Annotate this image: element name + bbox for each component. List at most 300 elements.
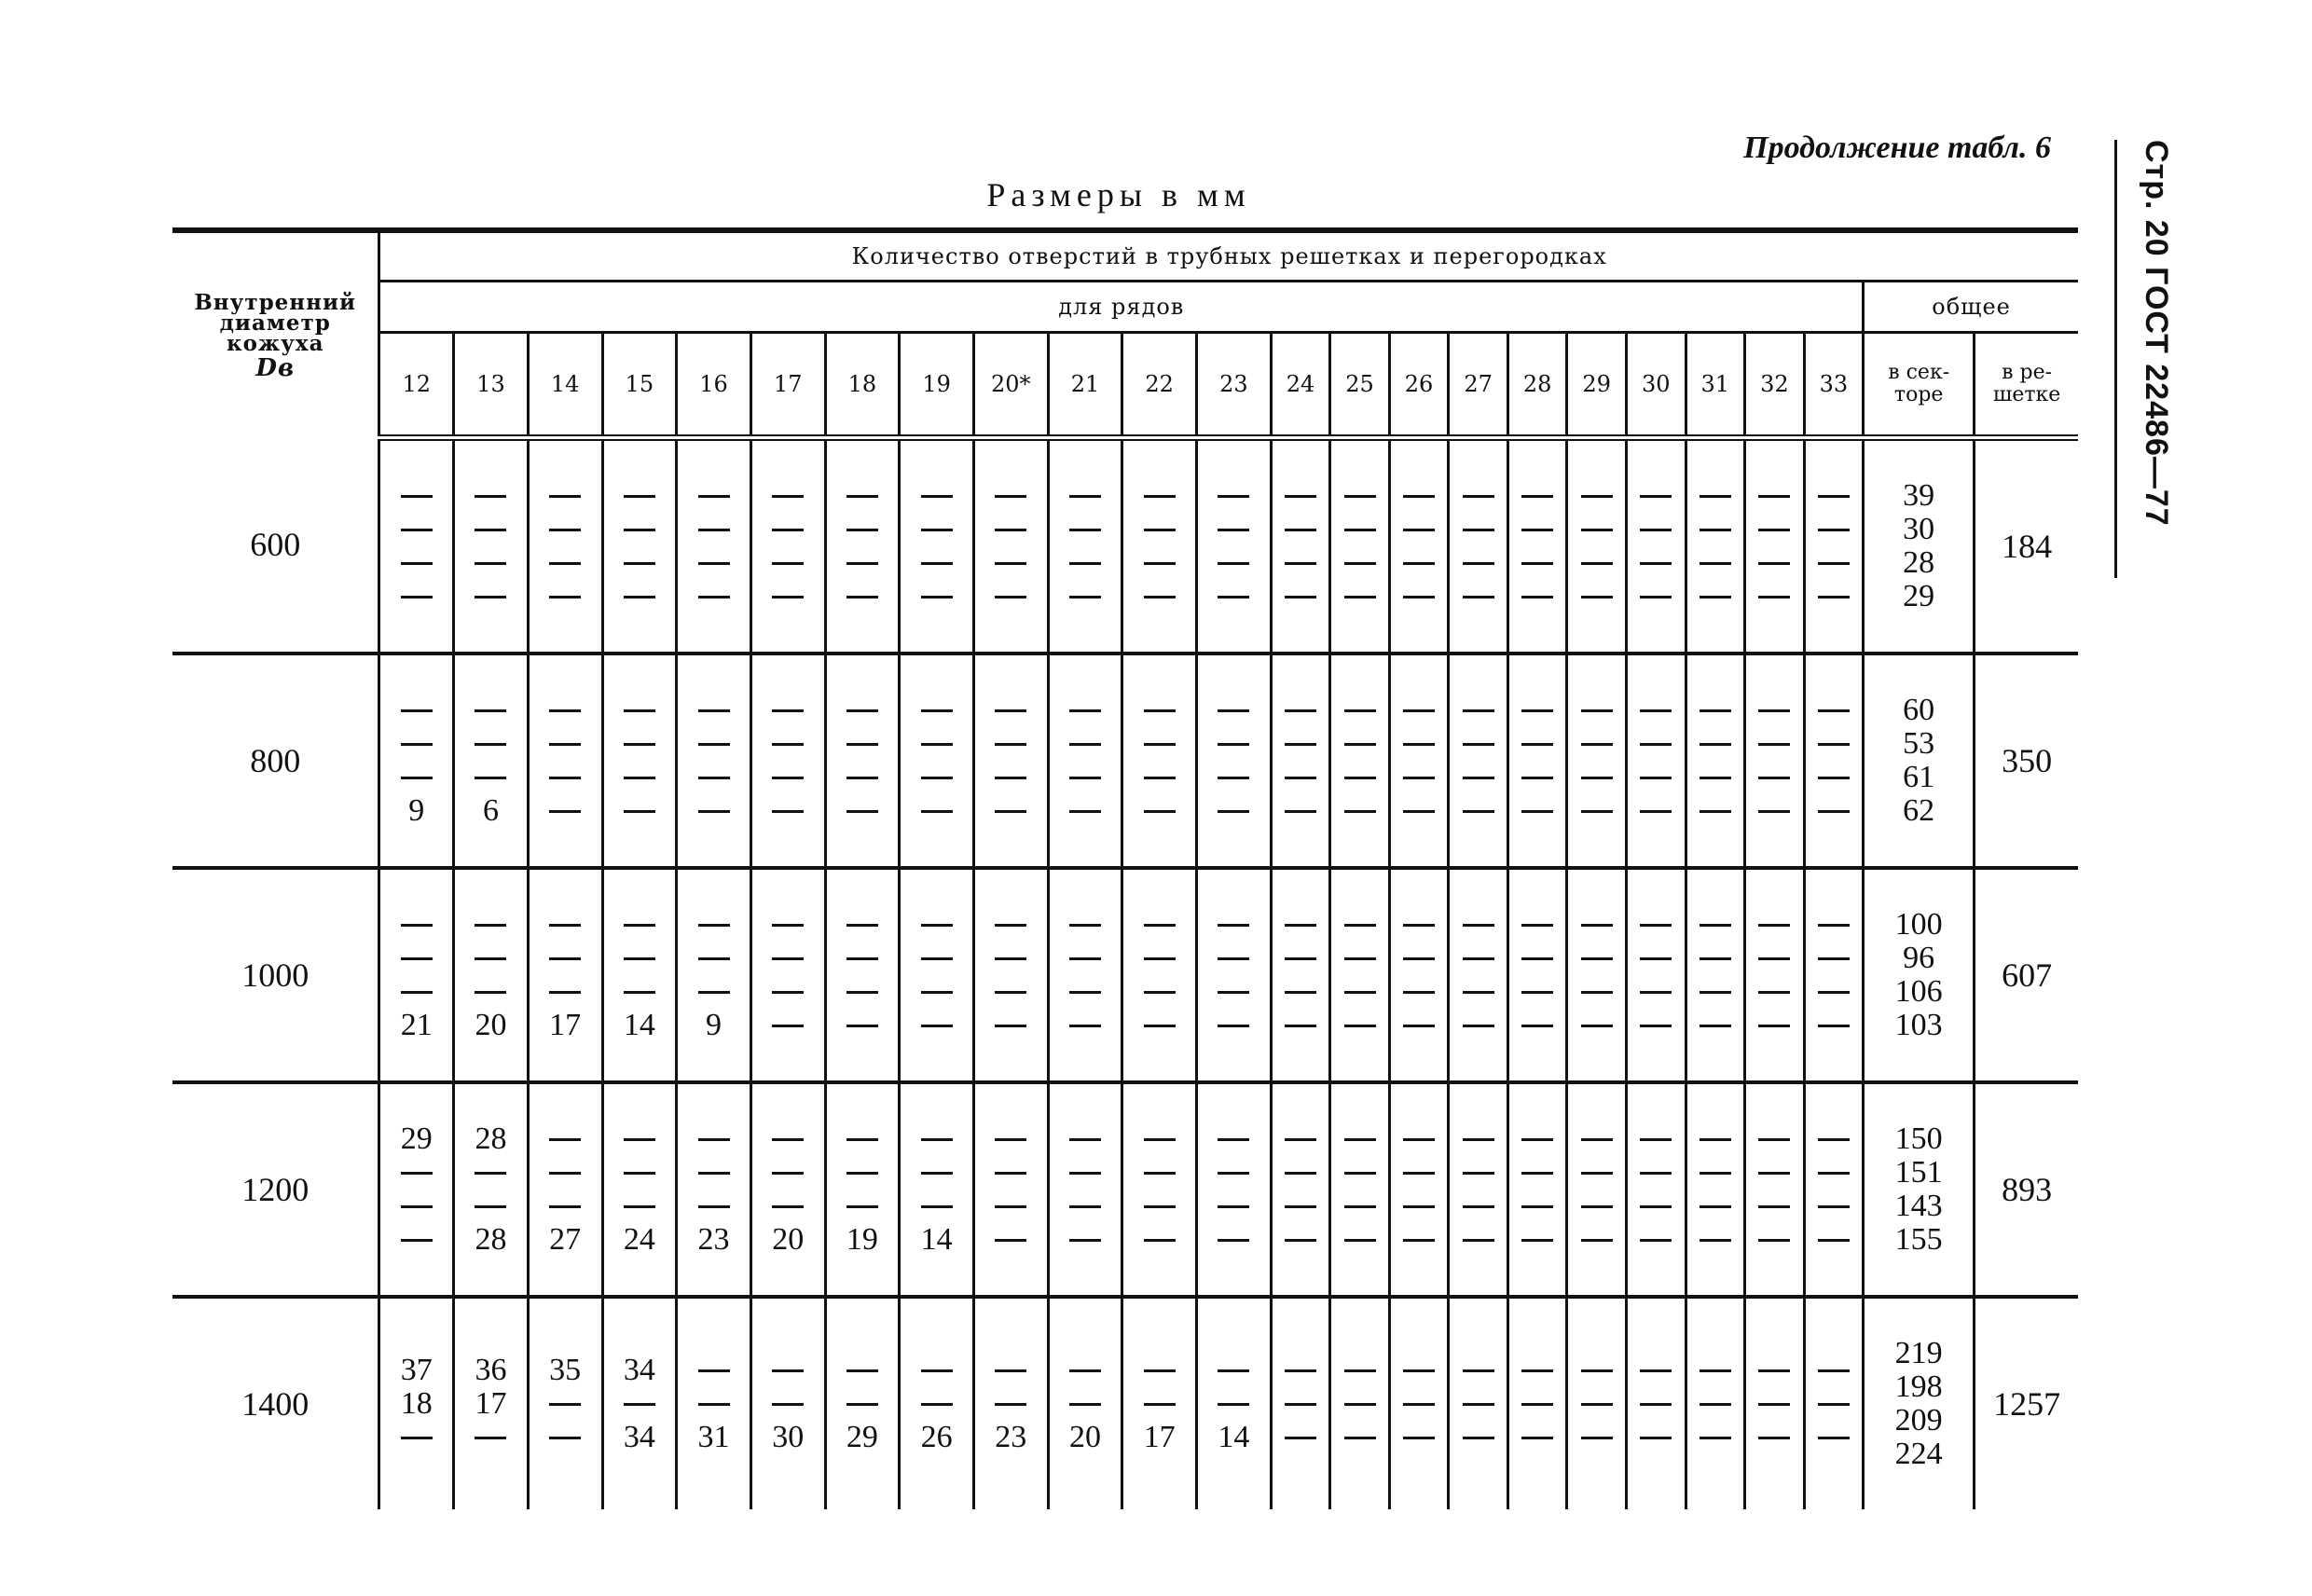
dash-mark — [752, 1190, 824, 1223]
hole-count-cell — [602, 1082, 677, 1297]
dash-icon — [1218, 957, 1249, 960]
dash-icon — [1403, 1138, 1435, 1141]
dash-icon — [698, 529, 730, 531]
dash-mark — [1450, 1354, 1507, 1387]
dash-mark — [1331, 694, 1388, 727]
dash-icon — [995, 1138, 1026, 1141]
dash-icon — [1144, 957, 1176, 960]
dash-mark — [1746, 1190, 1803, 1223]
dash-icon — [1700, 743, 1731, 746]
row-number-header: 20* — [973, 333, 1048, 438]
dash-mark — [1331, 546, 1388, 580]
sector-value: 219 — [1894, 1336, 1943, 1370]
sector-value: 39 — [1903, 478, 1935, 513]
dash-icon — [698, 1205, 730, 1208]
dash-icon — [995, 1205, 1026, 1208]
dash-icon — [549, 495, 581, 498]
dash-mark — [1509, 1156, 1566, 1190]
dash-icon — [1758, 1403, 1790, 1406]
dash-mark — [530, 580, 601, 613]
dash-mark — [1509, 513, 1566, 546]
row-number-header: 17 — [750, 333, 825, 438]
dash-mark — [1568, 1009, 1625, 1042]
dash-icon — [772, 1025, 804, 1027]
dash-icon — [1758, 562, 1790, 565]
dash-mark — [901, 1387, 972, 1421]
dash-icon — [1144, 924, 1176, 927]
dash-icon — [1403, 743, 1435, 746]
dash-mark — [530, 1387, 601, 1421]
dash-mark — [827, 580, 899, 613]
hole-count-cell — [1330, 1297, 1390, 1509]
hole-count-cell — [1745, 1082, 1805, 1297]
hole-count-value: 24 — [623, 1222, 655, 1257]
dash-mark — [1806, 908, 1863, 942]
dash-mark — [1050, 580, 1122, 613]
dash-icon — [1144, 743, 1176, 746]
dash-icon — [1700, 562, 1731, 565]
dash-icon — [846, 1025, 878, 1027]
dash-mark — [1628, 1421, 1685, 1454]
dash-mark — [455, 942, 527, 975]
hole-count-value: 20 — [475, 1008, 507, 1042]
dash-mark — [827, 908, 899, 942]
dash-icon — [698, 957, 730, 960]
dash-icon — [1581, 1025, 1613, 1027]
hole-count-cell — [1048, 868, 1122, 1082]
dash-mark — [827, 761, 899, 794]
total-header: общее — [1864, 282, 2078, 333]
dash-mark — [1273, 1354, 1329, 1387]
hole-count-cell — [1567, 654, 1627, 868]
dash-icon — [1640, 743, 1672, 746]
dash-icon — [1144, 991, 1176, 994]
dash-mark — [1273, 580, 1329, 613]
diameter-cell: 1400 — [241, 1385, 310, 1423]
row-number-header: 26 — [1389, 333, 1449, 438]
dash-mark — [530, 942, 601, 975]
dash-icon — [1700, 991, 1731, 994]
dash-icon — [995, 1239, 1026, 1242]
dash-icon — [1403, 1172, 1435, 1175]
dash-icon — [549, 991, 581, 994]
dash-icon — [772, 1138, 804, 1141]
dash-icon — [698, 1172, 730, 1175]
dash-icon — [624, 495, 655, 498]
row-number-header: 32 — [1745, 333, 1805, 438]
dash-mark — [455, 546, 527, 580]
holes-table — [172, 227, 2078, 1509]
dash-icon — [698, 777, 730, 779]
dash-mark — [1509, 761, 1566, 794]
dash-mark — [901, 761, 972, 794]
diameter-header — [172, 230, 379, 438]
grid-header — [1975, 333, 2078, 438]
hole-count-cell — [677, 868, 751, 1082]
hole-count-cell — [1197, 654, 1272, 868]
dash-icon — [1403, 810, 1435, 813]
dash-mark — [1746, 908, 1803, 942]
dash-icon — [401, 495, 433, 498]
dash-icon — [846, 596, 878, 598]
dash-icon — [1640, 1138, 1672, 1141]
sector-value: 209 — [1894, 1403, 1943, 1438]
hole-count-cell — [750, 654, 825, 868]
dash-mark — [1628, 546, 1685, 580]
dash-mark — [1273, 694, 1329, 727]
hole-count-cell — [1271, 654, 1330, 868]
dash-icon — [1403, 1437, 1435, 1439]
continuation-caption: Продолжение табл. 6 — [1743, 131, 2051, 165]
dash-mark — [752, 908, 824, 942]
dash-mark — [827, 794, 899, 828]
total-cell: 893 — [1975, 1082, 2078, 1297]
dash-icon — [1758, 1239, 1790, 1242]
hole-count-cell — [379, 1082, 454, 1297]
dash-icon — [549, 709, 581, 712]
dash-mark — [530, 908, 601, 942]
hole-count-cell — [454, 1297, 529, 1509]
hole-count-cell — [900, 654, 974, 868]
dash-mark — [1450, 727, 1507, 761]
dash-icon — [1344, 1138, 1376, 1141]
side-header-text: Стр. 20 ГОСТ 22486—77 — [2139, 140, 2174, 527]
dash-icon — [1640, 1369, 1672, 1372]
dash-icon — [1818, 1437, 1850, 1439]
dash-mark — [827, 1354, 899, 1387]
dash-mark — [752, 794, 824, 828]
dash-mark — [1746, 580, 1803, 613]
dash-mark — [1628, 513, 1685, 546]
hole-count-cell — [1686, 438, 1745, 654]
row-number-header: 16 — [677, 333, 751, 438]
dash-icon — [1581, 709, 1613, 712]
dash-mark — [1628, 794, 1685, 828]
hole-count-cell — [900, 1297, 974, 1509]
dash-icon — [1758, 1369, 1790, 1372]
hole-count-cell — [677, 438, 751, 654]
dash-mark — [1331, 479, 1388, 513]
dash-mark — [1391, 1421, 1448, 1454]
table-row — [172, 438, 2078, 654]
dash-mark — [1050, 1190, 1122, 1223]
dash-mark — [901, 580, 972, 613]
diameter-cell: 800 — [172, 654, 379, 868]
diameter-header-line-2: диаметр — [219, 310, 331, 336]
dash-icon — [1758, 957, 1790, 960]
dash-icon — [1344, 1205, 1376, 1208]
dash-icon — [1758, 1025, 1790, 1027]
dash-mark — [678, 942, 750, 975]
hole-count-cell — [379, 1297, 454, 1509]
dash-mark — [1628, 975, 1685, 1009]
dash-icon — [624, 1403, 655, 1406]
header-line: в ре- — [2002, 361, 2053, 384]
dash-mark — [1273, 1190, 1329, 1223]
dash-mark — [1450, 1122, 1507, 1156]
dash-icon — [1069, 709, 1101, 712]
dash-icon — [698, 562, 730, 565]
dash-icon — [1818, 1369, 1850, 1372]
hole-count-cell — [1389, 868, 1449, 1082]
hole-count-cell — [1122, 1297, 1197, 1509]
dash-icon — [1344, 743, 1376, 746]
row-number-header: 33 — [1804, 333, 1864, 438]
hole-count-cell — [900, 868, 974, 1082]
sector-cell — [1864, 654, 1975, 868]
dash-icon — [921, 991, 953, 994]
dash-icon — [1640, 1172, 1672, 1175]
dash-icon — [1463, 1403, 1494, 1406]
dash-icon — [1640, 1025, 1672, 1027]
dash-mark — [1509, 546, 1566, 580]
dash-icon — [1344, 596, 1376, 598]
dash-icon — [1218, 1369, 1249, 1372]
hole-count-cell — [825, 438, 900, 654]
hole-count-value: 28 — [475, 1121, 507, 1156]
dash-mark — [1123, 513, 1195, 546]
diameter-header-line-1: Внутренний — [194, 289, 357, 315]
dash-mark — [1687, 694, 1744, 727]
hole-count-cell — [1197, 868, 1272, 1082]
hole-count-value: 26 — [920, 1420, 953, 1454]
dash-icon — [1818, 1403, 1850, 1406]
dash-mark — [1746, 794, 1803, 828]
dash-icon — [401, 1205, 433, 1208]
dash-icon — [1521, 596, 1553, 598]
hole-count-cell — [1686, 1082, 1745, 1297]
dash-mark — [1050, 1009, 1122, 1042]
dash-mark — [1050, 975, 1122, 1009]
dash-icon — [921, 709, 953, 712]
dash-icon — [1640, 495, 1672, 498]
dash-mark — [1628, 1156, 1685, 1190]
row-number-header: 23 — [1197, 333, 1272, 438]
dash-icon — [1521, 1205, 1553, 1208]
dash-icon — [1758, 924, 1790, 927]
dash-icon — [1818, 529, 1850, 531]
dash-mark — [1568, 513, 1625, 546]
hole-count-cell — [1567, 1082, 1627, 1297]
dash-mark — [1391, 1156, 1448, 1190]
dash-mark — [1806, 1122, 1863, 1156]
dash-mark — [380, 513, 452, 546]
dash-icon — [1758, 1138, 1790, 1141]
dash-mark — [1568, 1122, 1625, 1156]
dash-mark — [901, 546, 972, 580]
dash-icon — [1581, 991, 1613, 994]
dash-icon — [1144, 1172, 1176, 1175]
dash-mark — [1746, 513, 1803, 546]
row-number-header: 22 — [1122, 333, 1197, 438]
dash-icon — [772, 562, 804, 565]
hole-count-value: 37 — [400, 1353, 433, 1387]
dash-icon — [1344, 991, 1376, 994]
dash-icon — [846, 529, 878, 531]
dash-icon — [772, 596, 804, 598]
dash-icon — [549, 1205, 581, 1208]
dash-icon — [624, 810, 655, 813]
dash-icon — [1581, 529, 1613, 531]
hole-count-value: 35 — [549, 1353, 582, 1387]
hole-count-value: 19 — [846, 1222, 878, 1257]
dash-icon — [1521, 1403, 1553, 1406]
dash-mark — [752, 1387, 824, 1421]
dash-icon — [921, 529, 953, 531]
dash-mark — [1746, 694, 1803, 727]
dash-icon — [1700, 1437, 1731, 1439]
dash-mark — [604, 694, 676, 727]
dash-icon — [1344, 562, 1376, 565]
hole-count-cell — [1745, 654, 1805, 868]
hole-count-cell — [1330, 868, 1390, 1082]
dash-mark — [1391, 942, 1448, 975]
dash-icon — [1581, 1205, 1613, 1208]
dash-mark — [1806, 1387, 1863, 1421]
dash-mark — [1391, 1223, 1448, 1257]
dash-icon — [1144, 1239, 1176, 1242]
hole-count-value: 30 — [772, 1420, 805, 1454]
dash-mark — [455, 1156, 527, 1190]
row-number-header: 28 — [1507, 333, 1567, 438]
dash-mark — [604, 546, 676, 580]
diameter-cell: 1200 — [172, 1082, 379, 1297]
dash-mark — [604, 761, 676, 794]
dash-mark — [1450, 1421, 1507, 1454]
dash-icon — [1285, 743, 1316, 746]
dash-mark — [455, 694, 527, 727]
sector-cell — [1864, 868, 1975, 1082]
dash-mark — [1198, 1354, 1270, 1387]
dash-icon — [1700, 1369, 1731, 1372]
dash-mark — [1568, 546, 1625, 580]
dash-icon — [1700, 1239, 1731, 1242]
dash-mark — [1568, 479, 1625, 513]
hole-count-value: 29 — [846, 1420, 878, 1454]
dash-mark — [1123, 975, 1195, 1009]
hole-count-cell — [1389, 438, 1449, 654]
dash-mark — [1391, 580, 1448, 613]
dash-icon — [1285, 1172, 1316, 1175]
sector-value: 103 — [1894, 1008, 1943, 1042]
dash-mark — [975, 727, 1047, 761]
dash-mark — [678, 513, 750, 546]
dash-icon — [995, 495, 1026, 498]
dash-icon — [921, 596, 953, 598]
dash-mark — [1331, 1156, 1388, 1190]
dash-icon — [995, 810, 1026, 813]
dash-icon — [475, 991, 506, 994]
table-row — [172, 868, 2078, 1082]
dash-mark — [1331, 1387, 1388, 1421]
dash-mark — [380, 1223, 452, 1257]
dash-mark — [1198, 580, 1270, 613]
dash-mark — [1050, 479, 1122, 513]
dash-mark — [1746, 942, 1803, 975]
dash-icon — [1285, 1205, 1316, 1208]
hole-count-cell — [1745, 868, 1805, 1082]
dash-mark — [1568, 1387, 1625, 1421]
hole-count-cell — [1271, 1297, 1330, 1509]
dash-mark — [1509, 580, 1566, 613]
dash-mark — [901, 479, 972, 513]
dash-mark — [1509, 727, 1566, 761]
dash-icon — [1463, 810, 1494, 813]
hole-count-cell — [750, 1082, 825, 1297]
dash-mark — [752, 942, 824, 975]
dash-mark — [901, 942, 972, 975]
dash-mark — [1628, 1387, 1685, 1421]
dash-icon — [624, 1138, 655, 1141]
dash-mark — [752, 975, 824, 1009]
dash-mark — [1391, 1009, 1448, 1042]
dash-icon — [1285, 1025, 1316, 1027]
dash-mark — [1568, 794, 1625, 828]
dash-icon — [1069, 777, 1101, 779]
dash-icon — [1581, 1403, 1613, 1406]
dash-mark — [1806, 1156, 1863, 1190]
dash-mark — [1687, 1387, 1744, 1421]
dash-mark — [1568, 908, 1625, 942]
dash-mark — [975, 1156, 1047, 1190]
dash-icon — [1463, 957, 1494, 960]
dash-mark — [975, 479, 1047, 513]
dash-mark — [1687, 1421, 1744, 1454]
dash-mark — [1568, 694, 1625, 727]
dash-icon — [1403, 495, 1435, 498]
dash-icon — [1403, 596, 1435, 598]
hole-count-cell — [602, 1297, 677, 1509]
hole-count-cell — [1330, 654, 1390, 868]
dash-icon — [624, 709, 655, 712]
dash-mark — [1450, 1156, 1507, 1190]
dash-icon — [1285, 991, 1316, 994]
dash-icon — [475, 529, 506, 531]
dash-mark — [604, 513, 676, 546]
dash-icon — [1069, 1172, 1101, 1175]
dash-mark — [975, 1223, 1047, 1257]
dash-icon — [1640, 709, 1672, 712]
dash-mark — [1331, 1009, 1388, 1042]
dash-mark — [380, 1156, 452, 1190]
dash-icon — [1069, 596, 1101, 598]
dash-icon — [1463, 1172, 1494, 1175]
dash-mark — [1273, 1223, 1329, 1257]
dash-mark — [901, 908, 972, 942]
dash-mark — [975, 1354, 1047, 1387]
dash-mark — [1123, 942, 1195, 975]
dash-icon — [475, 562, 506, 565]
dash-icon — [1521, 1239, 1553, 1242]
dash-mark — [1331, 727, 1388, 761]
dash-mark — [827, 727, 899, 761]
dash-icon — [772, 529, 804, 531]
dash-icon — [1285, 957, 1316, 960]
dash-mark — [1687, 761, 1744, 794]
dash-mark — [1331, 1223, 1388, 1257]
dash-icon — [846, 1403, 878, 1406]
sector-value: 29 — [1903, 579, 1935, 613]
dash-icon — [921, 1369, 953, 1372]
side-header — [2116, 140, 2181, 578]
dash-icon — [1521, 743, 1553, 746]
dash-icon — [1640, 957, 1672, 960]
dash-mark — [752, 761, 824, 794]
hole-count-cell — [1626, 1082, 1686, 1297]
dash-icon — [921, 1172, 953, 1175]
dash-icon — [549, 1437, 581, 1439]
dash-mark — [678, 727, 750, 761]
